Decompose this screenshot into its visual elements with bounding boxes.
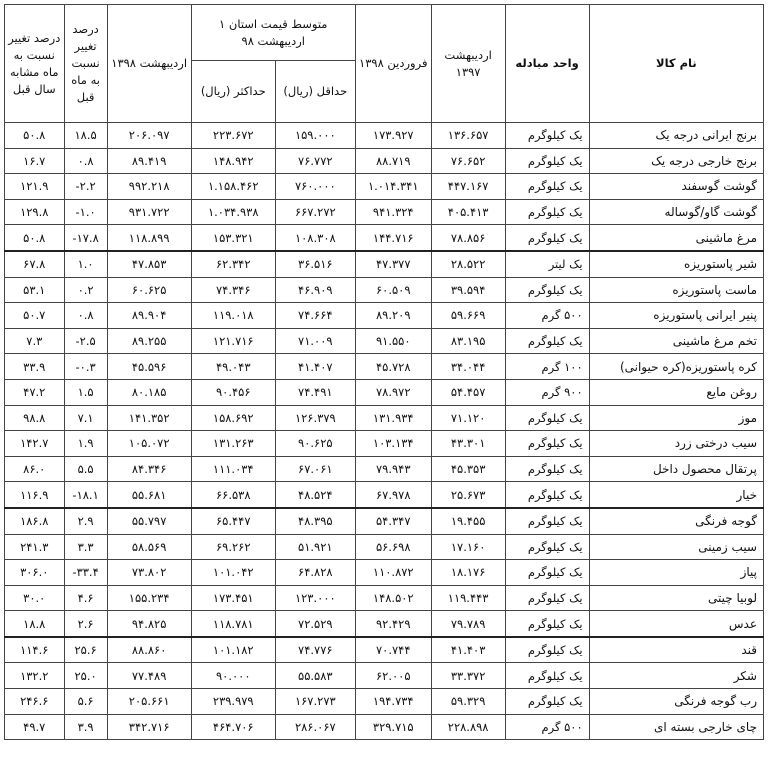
cell-ord98: ۱۵۵.۲۳۴ [107, 585, 191, 611]
cell-min: ۵۱.۹۲۱ [275, 534, 355, 560]
cell-far98: ۱۴۸.۵۰۲ [355, 585, 431, 611]
cell-name: ماست پاستوریزه [589, 277, 763, 303]
cell-name: گوجه فرنگی [589, 508, 763, 534]
cell-max: ۱.۱۵۸.۴۶۲ [191, 174, 275, 200]
table-row [5, 689, 764, 715]
table-row [5, 663, 764, 689]
cell-ord97: ۲۸.۵۲۲ [431, 251, 505, 277]
table-row [5, 611, 764, 637]
cell-ord97: ۱۱۹.۴۴۳ [431, 585, 505, 611]
cell-ord98: ۸۹.۴۱۹ [107, 148, 191, 174]
cell-name: موز [589, 405, 763, 431]
cell-chg-year: ۱۳۲.۲ [5, 663, 65, 689]
cell-chg-month: ۰.۳- [64, 354, 107, 380]
cell-max: ۱۲۱.۷۱۶ [191, 328, 275, 354]
cell-min: ۱۵۹.۰۰۰ [275, 123, 355, 149]
cell-ord97: ۵۴.۴۵۷ [431, 379, 505, 405]
cell-unit: ۵۰۰ گرم [505, 303, 589, 329]
cell-name: پرتقال محصول داخل [589, 456, 763, 482]
price-table [4, 4, 764, 740]
cell-far98: ۱۳۱.۹۳۴ [355, 405, 431, 431]
cell-far98: ۳۲۹.۷۱۵ [355, 714, 431, 740]
cell-chg-year: ۱۸۶.۸ [5, 508, 65, 534]
cell-name: سیب درختی زرد [589, 431, 763, 457]
cell-far98: ۴۵.۷۲۸ [355, 354, 431, 380]
cell-name: برنج خارجی درجه یک [589, 148, 763, 174]
cell-max: ۱۵۳.۳۲۱ [191, 225, 275, 251]
cell-ord97: ۷۹.۷۸۹ [431, 611, 505, 637]
cell-unit: یک کیلوگرم [505, 637, 589, 663]
cell-max: ۷۴.۳۴۶ [191, 277, 275, 303]
cell-ord98: ۳۴۲.۷۱۶ [107, 714, 191, 740]
cell-ord97: ۳۹.۵۹۴ [431, 277, 505, 303]
cell-min: ۱۲۳.۰۰۰ [275, 585, 355, 611]
cell-ord98: ۱۰۵.۰۷۲ [107, 431, 191, 457]
table-row [5, 148, 764, 174]
cell-chg-year: ۱۸.۸ [5, 611, 65, 637]
cell-far98: ۱۷۳.۹۲۷ [355, 123, 431, 149]
cell-name: پیاز [589, 560, 763, 586]
cell-far98: ۱۴۴.۷۱۶ [355, 225, 431, 251]
cell-ord98: ۴۵.۵۹۶ [107, 354, 191, 380]
cell-chg-month: ۱.۹ [64, 431, 107, 457]
cell-chg-month: ۱.۰- [64, 199, 107, 225]
table-row [5, 405, 764, 431]
cell-unit: ۱۰۰ گرم [505, 354, 589, 380]
cell-ord97: ۷۱.۱۲۰ [431, 405, 505, 431]
cell-ord98: ۷۳.۸۰۲ [107, 560, 191, 586]
cell-min: ۱۶۷.۲۷۳ [275, 689, 355, 715]
table-row [5, 379, 764, 405]
cell-min: ۶۶۷.۲۷۲ [275, 199, 355, 225]
cell-ord98: ۵۸.۵۶۹ [107, 534, 191, 560]
cell-ord97: ۸۳.۱۹۵ [431, 328, 505, 354]
cell-ord97: ۴۳.۳۰۱ [431, 431, 505, 457]
cell-ord98: ۲۰۶.۰۹۷ [107, 123, 191, 149]
cell-max: ۹۰.۴۵۶ [191, 379, 275, 405]
cell-chg-year: ۲۴۱.۳ [5, 534, 65, 560]
header-min: حداقل (ریال) [275, 61, 355, 123]
table-row [5, 508, 764, 534]
cell-far98: ۸۹.۲۰۹ [355, 303, 431, 329]
cell-min: ۴۸.۵۲۴ [275, 482, 355, 508]
cell-name: شکر [589, 663, 763, 689]
cell-name: گوشت گوسفند [589, 174, 763, 200]
cell-min: ۷۴.۴۹۱ [275, 379, 355, 405]
cell-max: ۱۱۹.۰۱۸ [191, 303, 275, 329]
table-row [5, 482, 764, 508]
cell-unit: یک کیلوگرم [505, 508, 589, 534]
table-row [5, 251, 764, 277]
cell-chg-year: ۷.۳ [5, 328, 65, 354]
cell-unit: یک کیلوگرم [505, 482, 589, 508]
cell-max: ۶۶.۵۳۸ [191, 482, 275, 508]
cell-chg-month: ۳۳.۴- [64, 560, 107, 586]
cell-chg-month: ۰.۲ [64, 277, 107, 303]
cell-ord97: ۳۳.۳۷۲ [431, 663, 505, 689]
cell-ord97: ۷۸.۸۵۶ [431, 225, 505, 251]
cell-chg-month: ۴.۶ [64, 585, 107, 611]
cell-name: عدس [589, 611, 763, 637]
header-chg-year: درصد تغییر نسبت به ماه مشابه سال قبل [5, 5, 65, 123]
header-name: نام کالا [589, 5, 763, 123]
cell-unit: یک لیتر [505, 251, 589, 277]
cell-ord98: ۹۳۱.۷۲۲ [107, 199, 191, 225]
cell-chg-year: ۱۶.۷ [5, 148, 65, 174]
cell-max: ۱۱۸.۷۸۱ [191, 611, 275, 637]
cell-ord97: ۴۰۵.۴۱۳ [431, 199, 505, 225]
cell-min: ۴۶.۹۰۹ [275, 277, 355, 303]
cell-ord97: ۲۵.۶۷۳ [431, 482, 505, 508]
cell-unit: یک کیلوگرم [505, 225, 589, 251]
table-row [5, 199, 764, 225]
cell-min: ۵۵.۵۸۳ [275, 663, 355, 689]
cell-name: شیر پاستوریزه [589, 251, 763, 277]
cell-max: ۹۰.۰۰۰ [191, 663, 275, 689]
cell-min: ۹۰.۶۲۵ [275, 431, 355, 457]
cell-name: لوبیا چیتی [589, 585, 763, 611]
cell-min: ۲۸۶.۰۶۷ [275, 714, 355, 740]
cell-max: ۲۳۹.۹۷۹ [191, 689, 275, 715]
cell-unit: یک کیلوگرم [505, 689, 589, 715]
cell-chg-year: ۴۷.۲ [5, 379, 65, 405]
header-max: حداکثر (ریال) [191, 61, 275, 123]
cell-min: ۴۱.۴۰۷ [275, 354, 355, 380]
cell-chg-month: ۲.۹ [64, 508, 107, 534]
cell-unit: یک کیلوگرم [505, 174, 589, 200]
cell-max: ۱۷۳.۴۵۱ [191, 585, 275, 611]
cell-far98: ۸۸.۷۱۹ [355, 148, 431, 174]
table-row [5, 174, 764, 200]
cell-chg-year: ۳۰۶.۰ [5, 560, 65, 586]
cell-chg-month: ۲.۵- [64, 328, 107, 354]
cell-max: ۱۴۸.۹۴۲ [191, 148, 275, 174]
cell-name: مرغ ماشینی [589, 225, 763, 251]
cell-ord98: ۶۰.۶۲۵ [107, 277, 191, 303]
cell-chg-year: ۳۳.۹ [5, 354, 65, 380]
cell-unit: یک کیلوگرم [505, 456, 589, 482]
cell-far98: ۱۱۰.۸۷۲ [355, 560, 431, 586]
cell-far98: ۹۲.۴۲۹ [355, 611, 431, 637]
cell-chg-year: ۳۰.۰ [5, 585, 65, 611]
cell-chg-month: ۲.۶ [64, 611, 107, 637]
cell-unit: یک کیلوگرم [505, 431, 589, 457]
cell-far98: ۵۶.۶۹۸ [355, 534, 431, 560]
cell-chg-month: ۱۸.۵ [64, 123, 107, 149]
cell-ord98: ۵۵.۷۹۷ [107, 508, 191, 534]
cell-ord98: ۹۹۲.۲۱۸ [107, 174, 191, 200]
cell-chg-month: ۱.۵ [64, 379, 107, 405]
table-row [5, 123, 764, 149]
cell-chg-year: ۴۹.۷ [5, 714, 65, 740]
cell-chg-year: ۵۳.۱ [5, 277, 65, 303]
header-ord98: اردیبهشت ۱۳۹۸ [107, 5, 191, 123]
cell-far98: ۹۴۱.۳۲۴ [355, 199, 431, 225]
cell-chg-year: ۹۸.۸ [5, 405, 65, 431]
cell-name: تخم مرغ ماشینی [589, 328, 763, 354]
cell-ord97: ۱۷.۱۶۰ [431, 534, 505, 560]
cell-min: ۱۲۶.۳۷۹ [275, 405, 355, 431]
cell-chg-month: ۱۸.۱- [64, 482, 107, 508]
cell-far98: ۵۴.۳۴۷ [355, 508, 431, 534]
cell-chg-year: ۱۱۴.۶ [5, 637, 65, 663]
cell-min: ۷۴.۶۶۴ [275, 303, 355, 329]
cell-chg-month: ۵.۵ [64, 456, 107, 482]
cell-ord97: ۳۴.۰۴۴ [431, 354, 505, 380]
cell-unit: یک کیلوگرم [505, 534, 589, 560]
cell-max: ۶۵.۴۴۷ [191, 508, 275, 534]
table-row [5, 456, 764, 482]
cell-unit: یک کیلوگرم [505, 277, 589, 303]
cell-min: ۷۱.۰۰۹ [275, 328, 355, 354]
cell-max: ۱.۰۳۴.۹۳۸ [191, 199, 275, 225]
cell-ord98: ۸۸.۸۶۰ [107, 637, 191, 663]
cell-name: چای خارجی بسته ای [589, 714, 763, 740]
cell-far98: ۴۷.۳۷۷ [355, 251, 431, 277]
cell-ord98: ۸۰.۱۸۵ [107, 379, 191, 405]
cell-name: قند [589, 637, 763, 663]
table-row [5, 560, 764, 586]
cell-unit: یک کیلوگرم [505, 405, 589, 431]
cell-chg-year: ۱۱۶.۹ [5, 482, 65, 508]
table-row [5, 585, 764, 611]
cell-min: ۳۶.۵۱۶ [275, 251, 355, 277]
cell-ord98: ۸۹.۹۰۴ [107, 303, 191, 329]
cell-min: ۱۰۸.۳۰۸ [275, 225, 355, 251]
cell-chg-month: ۷.۱ [64, 405, 107, 431]
cell-unit: ۵۰۰ گرم [505, 714, 589, 740]
header-ord97: اردیبهشت ۱۳۹۷ [431, 5, 505, 123]
cell-far98: ۶۷.۹۷۸ [355, 482, 431, 508]
cell-far98: ۱۹۴.۷۳۴ [355, 689, 431, 715]
cell-name: خیار [589, 482, 763, 508]
cell-unit: یک کیلوگرم [505, 560, 589, 586]
cell-max: ۴۶۴.۷۰۶ [191, 714, 275, 740]
header-avg-group: متوسط قیمت استان ۱ اردیبهشت ۹۸ [191, 5, 355, 61]
cell-unit: یک کیلوگرم [505, 585, 589, 611]
cell-max: ۱۳۱.۲۶۳ [191, 431, 275, 457]
cell-chg-month: ۲۵.۰ [64, 663, 107, 689]
cell-chg-month: ۲.۲- [64, 174, 107, 200]
cell-name: رب گوجه فرنگی [589, 689, 763, 715]
table-row [5, 431, 764, 457]
cell-ord97: ۵۹.۳۲۹ [431, 689, 505, 715]
cell-far98: ۹۱.۵۵۰ [355, 328, 431, 354]
cell-chg-month: ۲۵.۶ [64, 637, 107, 663]
cell-chg-year: ۸۶.۰ [5, 456, 65, 482]
cell-ord97: ۱۸.۱۷۶ [431, 560, 505, 586]
cell-far98: ۱.۰۱۴.۳۴۱ [355, 174, 431, 200]
cell-ord97: ۴۱.۴۰۳ [431, 637, 505, 663]
table-row [5, 637, 764, 663]
cell-min: ۷۶.۷۷۲ [275, 148, 355, 174]
cell-unit: ۹۰۰ گرم [505, 379, 589, 405]
cell-max: ۱۰۱.۰۴۲ [191, 560, 275, 586]
cell-name: پنیر ایرانی پاستوریزه [589, 303, 763, 329]
cell-unit: یک کیلوگرم [505, 123, 589, 149]
cell-min: ۷۴.۷۷۶ [275, 637, 355, 663]
cell-far98: ۱۰۳.۱۳۴ [355, 431, 431, 457]
table-row [5, 303, 764, 329]
cell-chg-year: ۶۷.۸ [5, 251, 65, 277]
cell-min: ۷۲.۵۲۹ [275, 611, 355, 637]
price-table-container [4, 4, 764, 740]
cell-max: ۶۹.۲۶۲ [191, 534, 275, 560]
cell-chg-month: ۳.۹ [64, 714, 107, 740]
header-unit: واحد مبادله [505, 5, 589, 123]
cell-ord98: ۸۹.۲۵۵ [107, 328, 191, 354]
cell-min: ۷۶۰.۰۰۰ [275, 174, 355, 200]
table-body [5, 123, 764, 740]
cell-chg-month: ۰.۸ [64, 303, 107, 329]
table-row [5, 354, 764, 380]
cell-max: ۱۵۸.۶۹۲ [191, 405, 275, 431]
table-row [5, 277, 764, 303]
cell-chg-year: ۲۴۶.۶ [5, 689, 65, 715]
cell-max: ۱۱۱.۰۳۴ [191, 456, 275, 482]
header-far98: فروردین ۱۳۹۸ [355, 5, 431, 123]
table-row [5, 225, 764, 251]
cell-ord97: ۱۳۶.۶۵۷ [431, 123, 505, 149]
cell-far98: ۶۰.۵۰۹ [355, 277, 431, 303]
cell-ord98: ۵۵.۶۸۱ [107, 482, 191, 508]
cell-max: ۲۲۳.۶۷۲ [191, 123, 275, 149]
table-header [5, 5, 764, 123]
cell-chg-year: ۵۰.۷ [5, 303, 65, 329]
cell-min: ۴۸.۳۹۵ [275, 508, 355, 534]
cell-chg-year: ۵۰.۸ [5, 225, 65, 251]
table-row [5, 714, 764, 740]
cell-ord98: ۹۴.۸۲۵ [107, 611, 191, 637]
cell-name: گوشت گاو/گوساله [589, 199, 763, 225]
cell-chg-month: ۱۷.۸- [64, 225, 107, 251]
cell-ord98: ۴۷.۸۵۳ [107, 251, 191, 277]
cell-ord97: ۷۶.۶۵۲ [431, 148, 505, 174]
cell-ord97: ۱۹.۴۵۵ [431, 508, 505, 534]
cell-ord97: ۴۴۷.۱۶۷ [431, 174, 505, 200]
cell-far98: ۶۲.۰۰۵ [355, 663, 431, 689]
cell-chg-month: ۳.۳ [64, 534, 107, 560]
cell-ord98: ۸۴.۳۴۶ [107, 456, 191, 482]
cell-min: ۶۴.۸۲۸ [275, 560, 355, 586]
cell-far98: ۷۸.۹۷۲ [355, 379, 431, 405]
cell-unit: یک کیلوگرم [505, 148, 589, 174]
cell-max: ۶۲.۳۴۲ [191, 251, 275, 277]
cell-name: کره پاستوریزه(کره حیوانی) [589, 354, 763, 380]
cell-unit: یک کیلوگرم [505, 663, 589, 689]
cell-ord98: ۱۴۱.۳۵۲ [107, 405, 191, 431]
cell-max: ۱۰۱.۱۸۲ [191, 637, 275, 663]
cell-ord98: ۱۱۸.۸۹۹ [107, 225, 191, 251]
cell-name: روغن مایع [589, 379, 763, 405]
cell-chg-month: ۱.۰ [64, 251, 107, 277]
cell-ord97: ۵۹.۶۶۹ [431, 303, 505, 329]
cell-far98: ۷۰.۷۴۴ [355, 637, 431, 663]
cell-chg-year: ۱۲۹.۸ [5, 199, 65, 225]
cell-ord98: ۷۷.۴۸۹ [107, 663, 191, 689]
cell-chg-month: ۵.۶ [64, 689, 107, 715]
cell-name: سیب زمینی [589, 534, 763, 560]
cell-chg-year: ۱۴۲.۷ [5, 431, 65, 457]
cell-chg-year: ۱۲۱.۹ [5, 174, 65, 200]
cell-unit: یک کیلوگرم [505, 328, 589, 354]
cell-chg-month: ۰.۸ [64, 148, 107, 174]
cell-ord97: ۲۲۸.۸۹۸ [431, 714, 505, 740]
cell-far98: ۷۹.۹۴۳ [355, 456, 431, 482]
table-row [5, 534, 764, 560]
header-chg-month: درصد تغییر نسبت به ماه قبل [64, 5, 107, 123]
cell-chg-year: ۵۰.۸ [5, 123, 65, 149]
cell-ord97: ۴۵.۳۵۳ [431, 456, 505, 482]
table-row [5, 328, 764, 354]
cell-max: ۴۹.۰۴۳ [191, 354, 275, 380]
cell-ord98: ۲۰۵.۶۶۱ [107, 689, 191, 715]
cell-unit: یک کیلوگرم [505, 611, 589, 637]
cell-unit: یک کیلوگرم [505, 199, 589, 225]
cell-name: برنج ایرانی درجه یک [589, 123, 763, 149]
cell-min: ۶۷.۰۶۱ [275, 456, 355, 482]
